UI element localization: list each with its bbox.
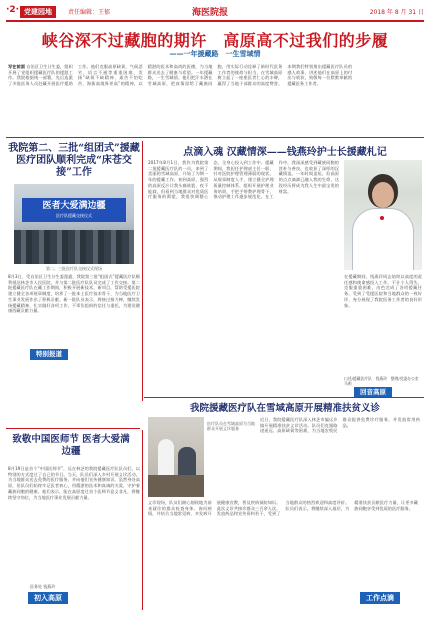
main-story-text: 自治区卫生计生委，组织开展了党组织援藏医疗队的援派工作。我院根据统一部署，先后选派了多批医务人员赴藏开展医疗援助工作。他们克服高原缺氧、气候恶劣、语言不通等重重困难，发扬“缺氧不缺精神、艰苦不怕吃苦、海拔高境界更高”的精神，以精湛的医术和高尚的医德，为当地群众送去了健康与希望。一年援藏路，一生雪域情。他们把汗水洒在雪域高原，把真情留给了藏族同胞，用实际行动诠释了新时代医务工作者的使命与担当，在雪域高原树立起了一座座医者仁心的丰碑，赢得了当地干部群众的高度赞誉。本期我们特别推出援藏医疗队员的感人故事，讲述他们在高原上的付出与收获，致敬每一位默默奉献的援藏医务工作者。 (8, 64, 353, 87)
section-label: 党建园地 (20, 6, 56, 18)
handover-photo-caption: 第二、三批医疗队交接仪式现场 (46, 266, 102, 271)
main-story-body (8, 64, 422, 132)
left-story-body: 8月3日，受自治区卫生计生委派遣，我院第三批“组团式”援藏医疗队顺利抵达林芝市人民医院，并与第二批医疗队队员完成了工作交接。第二批援藏医疗队在藏工作期间，积极开展新技术、新项目，帮助受援医院建立健全各项规章制度，培养了一批本土医疗技术骨干，为当地医疗卫生事业发展作出了积极贡献。新一批队员表示，将接过接力棒，继续发扬援藏精神，扎实做好各项工作，不辜负组织的信任与重托，为建设健康西藏贡献力量。 (8, 274, 140, 314)
column-divider (142, 141, 143, 401)
lower-divider (144, 397, 424, 398)
clinic-photo (148, 417, 204, 497)
main-subheadline: ——一年援藏路 一生雪域情 (169, 50, 261, 58)
first-plateau-badge: 初入高原 (28, 592, 68, 604)
poverty-clinic-intro: 近日，我院援藏医疗队深入林芝市偏远乡镇开展精准扶贫义诊活动。队员们克服路途遥远、高原缺氧等困难，为当地农牧民群众提供免费诊疗服务，并发放常用药品。 (260, 417, 420, 434)
doctor-day-title: 致敬中国医师节 医者大爱满边疆 (12, 434, 130, 457)
handover-photo (14, 184, 134, 264)
photo-crowd (14, 230, 134, 264)
left-lower-divider (6, 428, 140, 429)
section-divider (6, 137, 424, 138)
clinic-photo-caption: 医疗队员在雪域高原为当地群众开展义诊服务 (207, 421, 255, 432)
nurse-portrait-photo (344, 160, 422, 270)
page-header (6, 4, 424, 22)
echo-plateau-badge: 回音高原 (354, 387, 392, 398)
paper-name: 海医院报 (192, 8, 229, 18)
page-number: ·2· (6, 5, 20, 15)
middle-story-title: 点滴入魂 汉藏情深——钱燕玲护士长援藏札记 (183, 147, 387, 158)
portrait-badge-pin (380, 216, 384, 220)
clinic-photo-doctor (158, 439, 174, 479)
work-snippets-badge: 工作点滴 (360, 592, 400, 604)
main-headline: 峡谷深不过藏胞的期许 高原高不过我们的步履 (41, 31, 389, 50)
middle-story-side-body: 在援藏期间，钱燕玲同志始终以高度的责任感和使命感投入工作，不计个人得失，克服重重困难，出色完成了各项援藏任务，受到了受援医院和当地群众的一致好评，充分展现了我院医务工作者的良好形象。 (344, 274, 422, 308)
photo-banner-text: 医者大爱满边疆 (42, 201, 106, 211)
main-story-byline: 写在前面 (8, 64, 25, 69)
poverty-clinic-body: 义诊现场，队员们耐心细致地为前来就诊的群众检查身体、询问病情，并结合当地常见病、多发病开展健康宣教，普及疾病预防知识。此次义诊共接诊群众三百余人次，发放药品和宣传资料若干，受到了当地群众的热烈欢迎和高度评价。队员们表示，将继续深入基层，为精准扶贫贡献医疗力量，让更多藏族同胞享受到优质的医疗服务。 (148, 500, 418, 517)
editor-credit: 责任编辑：王郁 (68, 9, 111, 16)
special-report-badge: 特别报道 (30, 349, 68, 360)
middle-story-body: 2017年8月1日，我作为我院第二批援藏医疗队的一员，来到了美丽的雪域高原，开始了为期一年的援藏工作。初到高原，强烈的高原反应让我头痛欲裂、夜不能寐，但看到当地群众对优质医疗服务的渴望，我很快调整心态，全身心投入到工作中。援藏期间，我担任护理部主任一职，针对医院护理管理薄弱的现状，从规章制度入手，建立健全护理质量控制体系，组织开展护理业务培训，手把手带教护理骨干，推动护理工作逐步规范化。在工作中，我深深感受到藏族同胞的淳朴与善良，也收获了深厚的汉藏情谊。一年时间虽短，但高原的点点滴滴已融入我的生命，这段经历将成为我人生中最宝贵的财富。 (148, 160, 339, 200)
portrait-face (372, 182, 394, 208)
photo-banner-small-text: 医疗队援藏交接仪式 (56, 213, 92, 218)
doctor-day-body: 8月19日是首个“中国医师节”，远在林芝的我院援藏医疗队队员们，以特别的方式度过了自己的节日。当天，队员们深入乡村开展义诊活动，为当地群众送去免费的医疗服务，并向他们宣传健康知识。虽然身处高原，但队员们始终牢记医者初心，用精湛的医术和真诚的关爱，守护着藏族同胞的健康。他们表示，能在高原度过首个医师节意义非凡，将继续坚守岗位，为当地医疗事业发展贡献力量。 (8, 466, 140, 500)
issue-date: 2018 年 8 月 31 日 (369, 9, 424, 16)
poverty-clinic-title: 我院援藏医疗队在雪域高原开展精准扶贫义诊 (189, 403, 380, 414)
middle-story-signature: 口述/援藏医疗队 钱燕玲 整理/党委办公室 马明 (344, 376, 423, 386)
photo-banner (22, 198, 126, 222)
left-story-title: 我院第二、三批“组团式”援藏医疗团队顺利完成“床苍交接”工作 (8, 143, 140, 178)
lower-column-divider (142, 430, 143, 610)
doctor-day-signature: 医务处 钱燕玲 (30, 584, 56, 589)
clinic-photo-desk (148, 475, 204, 497)
